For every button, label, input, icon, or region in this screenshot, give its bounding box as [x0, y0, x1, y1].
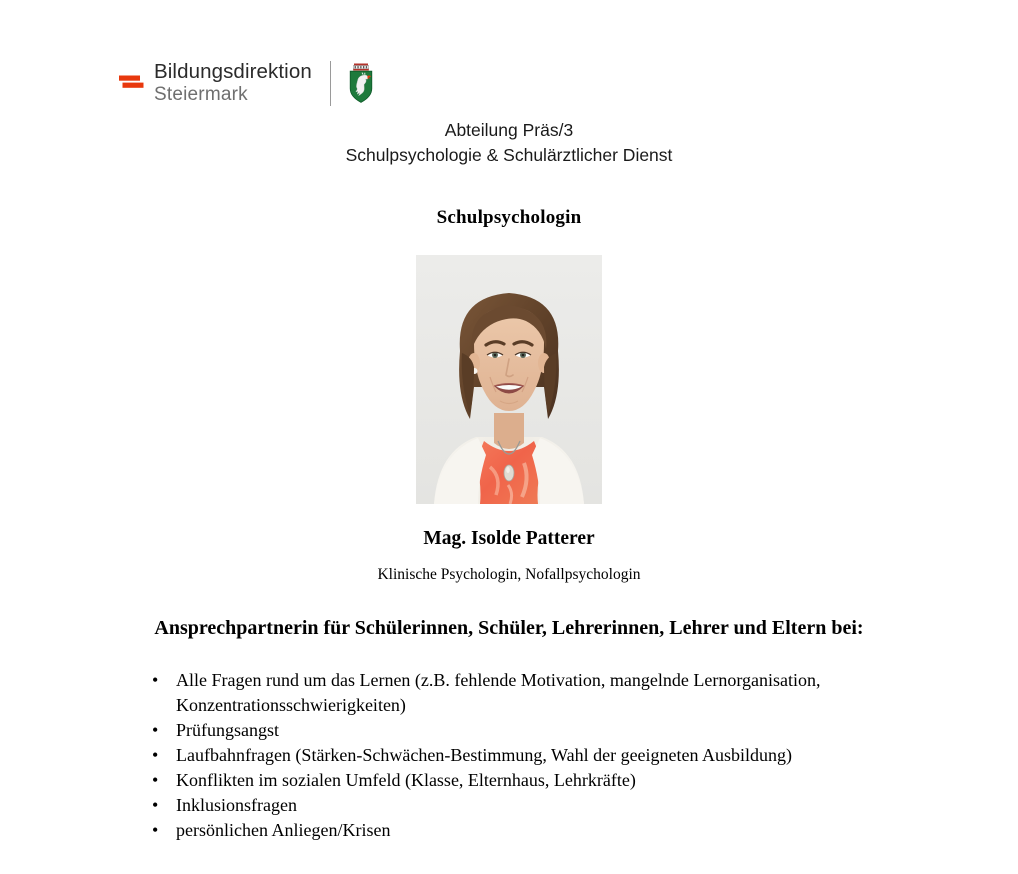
bullet-icon: •	[152, 745, 159, 765]
department-line-1: Abteilung Präs/3	[444, 120, 574, 140]
list-item	[152, 793, 952, 818]
bullet-icon: •	[152, 795, 159, 815]
austria-flag-icon	[118, 68, 144, 94]
list-item-label: persönlichen Anliegen/Krisen	[176, 820, 391, 840]
list-item-label: Konflikten im sozialen Umfeld (Klasse, Elternhaus, Lehrkräfte)	[176, 770, 636, 790]
logo-divider	[330, 61, 331, 106]
organization-logo	[118, 56, 375, 110]
styria-coat-of-arms-icon	[347, 62, 375, 104]
list-item-label: Prüfungsangst	[176, 720, 279, 740]
person-name: Mag. Isolde Patterer	[423, 528, 595, 549]
bullet-icon: •	[152, 720, 159, 740]
role-title: Schulpsychologin	[436, 207, 582, 228]
portrait-photo	[416, 255, 602, 504]
list-item	[152, 818, 952, 843]
list-item-label: Laufbahnfragen (Stärken-Schwächen-Bestimmung, Wahl der geeigneten Ausbildung)	[176, 745, 793, 765]
logo-line-1: Bildungsdirektion	[154, 59, 312, 83]
list-item	[152, 768, 952, 793]
list-item-label: Alle Fragen rund um das Lernen (z.B. fehlende Motivation, mangelnde Lernorganisation, Konzentrationsschwierigkeiten)	[176, 670, 821, 715]
list-item-label: Inklusionsfragen	[176, 795, 297, 815]
department-heading	[0, 118, 1018, 168]
contact-heading: Ansprechpartnerin für Schülerinnen, Schüler, Lehrerinnen, Lehrer und Eltern bei:	[154, 617, 864, 639]
department-line-2: Schulpsychologie & Schulärztlicher Dienst	[345, 145, 673, 165]
person-credentials: Klinische Psychologin, Nofallpsychologin	[377, 566, 641, 583]
list-item	[152, 743, 952, 768]
bullet-icon: •	[152, 820, 159, 840]
list-item	[152, 718, 952, 743]
list-item	[152, 668, 952, 718]
logo-wordmark	[154, 60, 312, 107]
bullet-icon: •	[152, 670, 159, 690]
logo-line-2: Steiermark	[154, 83, 248, 105]
bullet-icon: •	[152, 770, 159, 790]
topics-list	[124, 668, 952, 843]
